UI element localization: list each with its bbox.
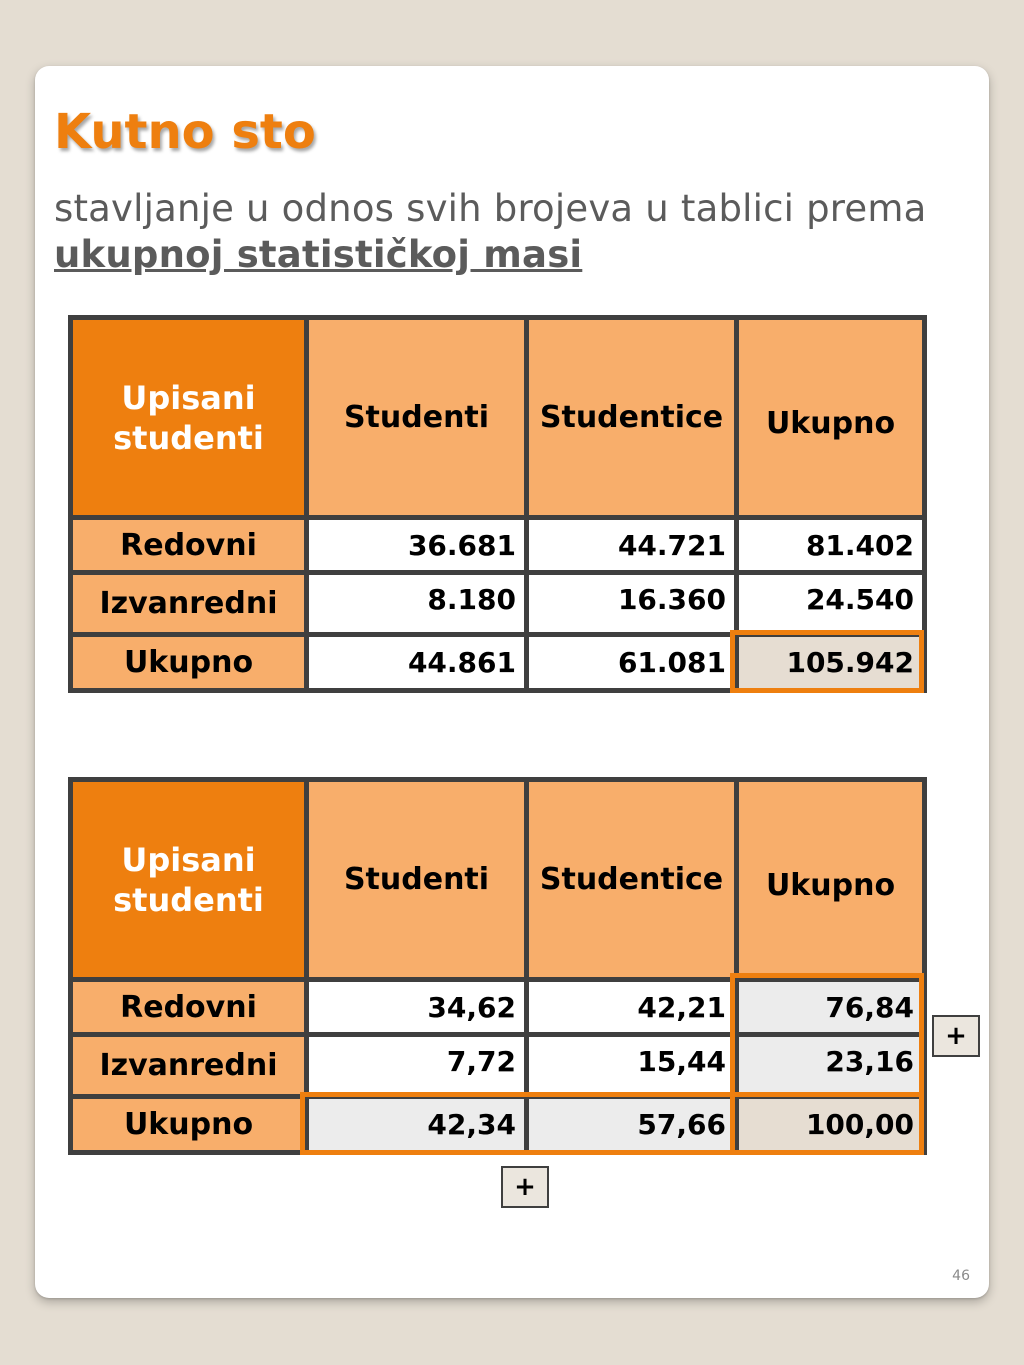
- column-header-studentice: Studentice: [527, 780, 737, 980]
- column-total-cell: 42,34: [307, 1097, 527, 1153]
- cell: 44.721: [527, 518, 737, 573]
- table-row: [71, 980, 925, 1035]
- table-row: [71, 518, 925, 573]
- cell: 36.681: [307, 518, 527, 573]
- cell: 81.402: [737, 518, 925, 573]
- cell: 42,21: [527, 980, 737, 1035]
- page-number: 46: [952, 1268, 970, 1284]
- row-header-ukupno: Ukupno: [71, 635, 307, 691]
- column-header-ukupno: Ukupno: [737, 780, 925, 980]
- row-header-redovni: Redovni: [71, 980, 307, 1035]
- row-header-redovni: Redovni: [71, 518, 307, 573]
- column-header-ukupno: Ukupno: [737, 318, 925, 518]
- row-header-ukupno: Ukupno: [71, 1097, 307, 1153]
- cell: 16.360: [527, 573, 737, 635]
- cell: 34,62: [307, 980, 527, 1035]
- column-header-studenti: Studenti: [307, 318, 527, 518]
- cell: 8.180: [307, 573, 527, 635]
- cell: 7,72: [307, 1035, 527, 1097]
- row-header-izvanredni: Izvanredni: [71, 1035, 307, 1097]
- row-header-izvanredni: Izvanredni: [71, 573, 307, 635]
- row-total-cell: 23,16: [737, 1035, 925, 1097]
- table-row: [71, 573, 925, 635]
- corner-header: Upisani studenti: [71, 780, 307, 980]
- table-absolute: [68, 315, 927, 693]
- cell: 61.081: [527, 635, 737, 691]
- table-row: [71, 1035, 925, 1097]
- column-header-studenti: Studenti: [307, 780, 527, 980]
- column-header-studentice: Studentice: [527, 318, 737, 518]
- corner-header: Upisani studenti: [71, 318, 307, 518]
- cell: 24.540: [737, 573, 925, 635]
- slide-title: Kutno sto: [54, 104, 316, 160]
- cell: 44.861: [307, 635, 527, 691]
- subtitle-emphasis: ukupnoj statističkoj masi: [54, 233, 583, 276]
- column-total-cell: 57,66: [527, 1097, 737, 1153]
- grand-total-cell: 105.942: [737, 635, 925, 691]
- slide-subtitle: [54, 186, 974, 278]
- subtitle-text: stavljanje u odnos svih brojeva u tablici prema: [54, 187, 927, 230]
- table-row: [71, 1097, 925, 1153]
- plus-sign-bottom: +: [501, 1166, 549, 1208]
- plus-sign-right: +: [932, 1015, 980, 1057]
- cell: 15,44: [527, 1035, 737, 1097]
- grand-total-cell: 100,00: [737, 1097, 925, 1153]
- table-row: [71, 635, 925, 691]
- row-total-cell: 76,84: [737, 980, 925, 1035]
- table-percent: [68, 777, 927, 1155]
